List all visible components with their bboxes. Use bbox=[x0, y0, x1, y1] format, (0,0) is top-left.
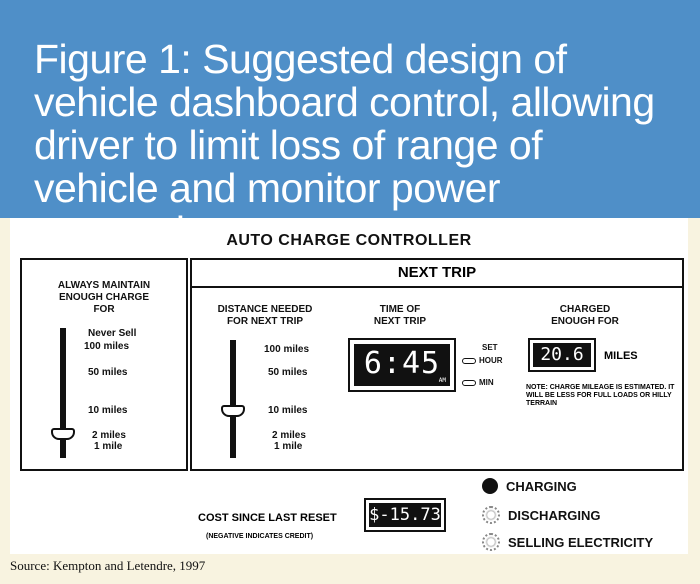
time-display bbox=[354, 344, 450, 386]
cost-display-frame bbox=[364, 498, 446, 532]
time-heading-1: TIME OF bbox=[379, 304, 421, 315]
discharging-led-icon bbox=[482, 506, 500, 524]
always-maintain-heading-3: FOR bbox=[93, 304, 115, 315]
controller-panel bbox=[10, 218, 688, 554]
discharging-indicator bbox=[482, 506, 600, 524]
controller-title: AUTO CHARGE CONTROLLER bbox=[226, 232, 472, 249]
never-sell-label: Never Sell bbox=[88, 328, 137, 339]
cost-label: COST SINCE LAST RESET bbox=[198, 512, 337, 524]
time-set-label: SET bbox=[482, 343, 498, 352]
always-maintain-heading-1: ALWAYS MAINTAIN bbox=[57, 280, 151, 291]
min-button[interactable]: MIN bbox=[462, 378, 494, 387]
charged-heading-1: CHARGED bbox=[559, 304, 611, 315]
figure-banner bbox=[0, 0, 700, 218]
maintain-tick-100: 100 miles bbox=[84, 341, 130, 352]
maintain-tick-50: 50 miles bbox=[88, 367, 128, 378]
charging-led-icon bbox=[482, 478, 498, 494]
distance-tick-1: 1 mile bbox=[274, 441, 303, 452]
distance-tick-10: 10 miles bbox=[268, 405, 308, 416]
charged-heading-2: ENOUGH FOR bbox=[551, 316, 619, 327]
always-maintain-heading-2: ENOUGH CHARGE bbox=[58, 292, 149, 303]
distance-slider-track[interactable] bbox=[230, 340, 236, 458]
hour-button-icon[interactable] bbox=[462, 358, 476, 364]
time-display-frame bbox=[348, 338, 456, 392]
next-trip-title: NEXT TRIP bbox=[397, 264, 477, 281]
distance-heading-2: FOR NEXT TRIP bbox=[226, 316, 304, 327]
charged-display-value: 20.6 bbox=[540, 344, 584, 365]
cost-display bbox=[369, 503, 441, 527]
figure-title: Figure 1: Suggested design of vehicle dashboard control, allowing driver to limit loss of range of vehicle and monitor power bbox=[34, 36, 655, 211]
distance-tick-50: 50 miles bbox=[268, 367, 308, 378]
distance-slider-knob[interactable] bbox=[221, 405, 245, 417]
time-heading-2: NEXT TRIP bbox=[373, 316, 427, 327]
hour-button[interactable]: HOUR bbox=[462, 356, 503, 365]
distance-tick-100: 100 miles bbox=[264, 344, 310, 355]
maintain-tick-10: 10 miles bbox=[88, 405, 128, 416]
selling-led-icon bbox=[482, 533, 500, 551]
charged-display bbox=[533, 343, 591, 367]
charging-indicator bbox=[482, 478, 577, 494]
maintain-tick-1: 1 mile bbox=[94, 441, 123, 452]
cost-display-value: $-15.73 bbox=[369, 505, 441, 525]
maintain-tick-2: 2 miles bbox=[92, 430, 126, 441]
charge-note: NOTE: CHARGE MILEAGE IS ESTIMATED. IT WILL BE LESS FOR FULL LOADS OR HILLY TERRAIN bbox=[526, 384, 675, 407]
charged-unit: MILES bbox=[604, 350, 638, 362]
charged-display-frame bbox=[528, 338, 596, 372]
time-display-value: 6:45 bbox=[363, 346, 441, 381]
source-caption: Source: Kempton and Letendre, 1997 bbox=[10, 558, 206, 573]
next-trip-box bbox=[190, 258, 684, 471]
selling-label: SELLING ELECTRICITY bbox=[508, 534, 654, 550]
next-trip-header bbox=[192, 260, 682, 288]
always-maintain-box bbox=[20, 258, 188, 471]
discharging-label: DISCHARGING bbox=[508, 507, 601, 523]
distance-heading-1: DISTANCE NEEDED bbox=[217, 304, 313, 315]
charging-label: CHARGING bbox=[506, 478, 577, 494]
distance-tick-2: 2 miles bbox=[272, 430, 306, 441]
time-ampm: AM bbox=[438, 377, 446, 384]
cost-note: (NEGATIVE INDICATES CREDIT) bbox=[206, 533, 314, 540]
min-button-icon[interactable] bbox=[462, 380, 476, 386]
selling-indicator bbox=[482, 533, 653, 551]
maintain-slider-knob[interactable] bbox=[51, 428, 75, 440]
